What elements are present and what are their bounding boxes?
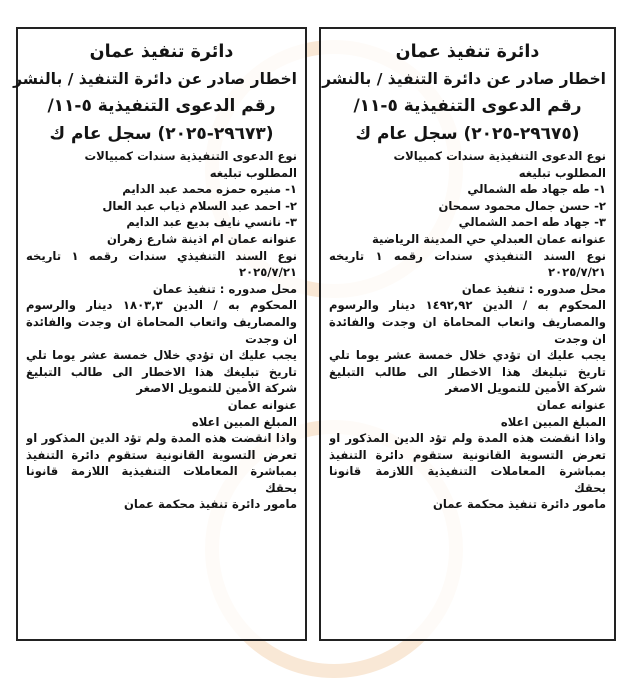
- notice-line: يجب عليك ان تؤدي خلال خمسة عشر يوما تلي: [26, 348, 297, 363]
- notice-line: تعرض التسوية القانونية ستقوم دائرة التنفيذ: [329, 447, 606, 462]
- case-number: رقم الدعوى التنفيذية ٥-١١/: [47, 96, 276, 116]
- notice-line: ١- طه جهاد طه الشمالي: [467, 182, 606, 197]
- notice-line: عنوانه عمان العبدلي حي المدينة الرياضية: [372, 231, 606, 246]
- case-register: (٢٩٦٧٥-٢٠٢٥) سجل عام ك: [355, 124, 580, 144]
- notice-subheading: اخطار صادر عن دائرة التنفيذ / بالنشر: [322, 70, 606, 88]
- notice-line: يجب عليك ان تؤدي خلال خمسة عشر يوما تلي: [329, 348, 606, 363]
- notice-line: نوع السند التنفيذي سندات رقمه ١ تاريخه: [329, 248, 606, 263]
- notice-line: بمباشرة المعاملات التنفيذية اللازمة قانونا: [26, 464, 297, 479]
- notice-line: بمباشرة المعاملات التنفيذية اللازمة قانونا: [329, 464, 606, 479]
- notice-heading: دائرة تنفيذ عمان: [89, 42, 234, 62]
- notice-line: المحكوم به / الدين ١٤٩٢,٩٢ دينار والرسوم: [329, 298, 606, 313]
- notice-line: بحقك: [574, 480, 606, 495]
- notice-line: نوع الدعوى التنفيذية سندات كمبيالات: [84, 149, 297, 163]
- case-register: (٢٩٦٧٣-٢٠٢٥) سجل عام ك: [49, 124, 274, 144]
- notice-left: [13, 27, 307, 641]
- notice-line: نوع الدعوى التنفيذية سندات كمبيالات: [393, 149, 606, 163]
- notice-signature: مامور دائرة تنفيذ محكمة عمان: [432, 497, 606, 512]
- notice-line: محل صدوره : تنفيذ عمان: [461, 281, 606, 296]
- notice-line: المبلغ المبين اعلاه: [500, 414, 606, 429]
- notice-line: المحكوم به / الدين ١٨٠٣,٣ دينار والرسوم: [26, 298, 297, 313]
- notice-line: ٣- نانسي نايف بديع عبد الدايم: [126, 215, 297, 230]
- notice-line: ان وجدت: [554, 331, 606, 346]
- notice-line: ٢- حسن جمال محمود سمحان: [438, 198, 606, 213]
- notice-right: [319, 27, 616, 641]
- notice-line: شركة الأمين للتمويل الاصغر: [136, 381, 297, 396]
- notice-line: عنوانه عمان ام اذينة شارع زهران: [106, 231, 297, 246]
- notice-line: ٢- احمد عبد السلام ذياب عبد العال: [102, 198, 297, 213]
- notice-line: واذا انقضت هذه المدة ولم تؤد الدين المذكور او: [26, 431, 297, 446]
- notice-line: تاريخ تبليغك هذا الاخطار الى طالب التبليغ: [26, 364, 297, 379]
- notice-line: المبلغ المبين اعلاه: [191, 414, 297, 429]
- notice-subheading: اخطار صادر عن دائرة التنفيذ / بالنشر: [13, 70, 297, 88]
- case-number: رقم الدعوى التنفيذية ٥-١١/: [353, 96, 582, 116]
- notice-line: عنوانه عمان: [227, 397, 297, 412]
- notice-line: عنوانه عمان: [536, 397, 606, 412]
- notice-line: بحقك: [265, 480, 297, 495]
- notice-line: المطلوب تبليغه: [209, 165, 297, 180]
- notice-line: ١- منيره حمزه محمد عبد الدايم: [122, 182, 297, 197]
- notice-line: ان وجدت: [245, 331, 297, 346]
- notice-signature: مامور دائرة تنفيذ محكمة عمان: [123, 497, 297, 512]
- notice-line: تعرض التسوية القانونية ستقوم دائرة التنفيذ: [26, 447, 297, 462]
- notice-line: تاريخ تبليغك هذا الاخطار الى طالب التبليغ: [329, 364, 606, 379]
- notice-line: ٢٠٢٥/٧/٢١: [238, 265, 297, 280]
- notice-heading: دائرة تنفيذ عمان: [395, 42, 540, 62]
- notice-line: نوع السند التنفيذي سندات رقمه ١ تاريخه: [26, 248, 297, 263]
- notice-line: والمصاريف واتعاب المحاماة ان وجدت والفائدة: [26, 314, 297, 329]
- notice-line: ٢٠٢٥/٧/٢١: [547, 265, 606, 280]
- notice-line: واذا انقضت هذه المدة ولم تؤد الدين المذكور او: [329, 431, 606, 446]
- notice-line: محل صدوره : تنفيذ عمان: [152, 281, 297, 296]
- notice-line: المطلوب تبليغه: [518, 165, 606, 180]
- notice-line: والمصاريف واتعاب المحاماة ان وجدت والفائدة: [329, 314, 606, 329]
- notice-line: ٣- جهاد طه احمد الشمالي: [458, 215, 606, 230]
- notice-line: شركة الأمين للتمويل الاصغر: [445, 381, 606, 396]
